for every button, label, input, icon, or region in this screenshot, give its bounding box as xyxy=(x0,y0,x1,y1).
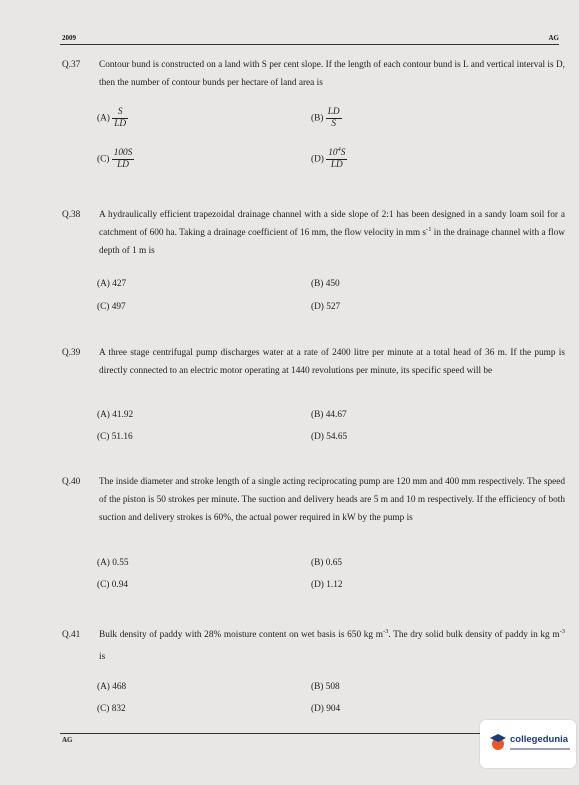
option-c: (C) 51.16 xyxy=(97,432,133,442)
option-b: (B) 0.65 xyxy=(311,558,342,568)
question-40 xyxy=(62,473,565,527)
question-stem: Bulk density of paddy with 28% moisture content on wet basis is 650 kg $m^{-3}$. The dry solid bulk density of paddy in kg $m^{-3}$ is xyxy=(99,627,566,662)
question-number: Q.37 xyxy=(62,60,81,70)
question-39 xyxy=(62,344,565,380)
question-stem: The inside diameter and stroke length of a single acting reciprocating pump are 120 mm and 400 mm respectively. The speed of the piston is 50 strokes per minute. The suction and delivery heads are 5 m and 10 m respectively. If the efficiency of both suction and delivery strokes is 60%, the actual power required in kW by the pump is xyxy=(99,477,565,523)
graduation-cap-icon xyxy=(488,732,508,752)
collegedunia-logo xyxy=(480,720,576,768)
option-c: (C) $\frac{100S}{LD}$ xyxy=(97,148,133,170)
option-c: (C) 0.94 xyxy=(97,580,128,590)
option-b: (B) 44.67 xyxy=(311,410,347,420)
fraction: $\frac{LD}{S}$ xyxy=(327,107,340,129)
option-a: (A) 41.92 xyxy=(97,410,134,420)
question-number: Q.41 xyxy=(62,630,81,640)
logo-text: collegedunia xyxy=(510,734,569,745)
option-c: (C) 832 xyxy=(97,704,126,714)
logo-tagline xyxy=(510,748,570,750)
option-a: (A) 468 xyxy=(97,682,127,692)
question-number: Q.38 xyxy=(62,210,81,220)
paper-code: AG xyxy=(548,34,559,42)
option-b: (B) 450 xyxy=(311,279,340,289)
option-a: (A) 427 xyxy=(97,279,127,289)
page-header xyxy=(62,34,559,44)
option-a: (A) $\frac{S}{LD}$ xyxy=(97,107,127,129)
question-number: Q.39 xyxy=(62,348,81,358)
question-number: Q.40 xyxy=(62,477,81,487)
question-38 xyxy=(62,206,565,260)
question-stem: Contour bund is constructed on a land with S per cent slope. If the length of each contour bund is L and vertical interval is D, then the number of contour bunds per hectare of land area is xyxy=(99,60,565,88)
fraction: $\frac{S}{LD}$ xyxy=(114,107,127,129)
question-stem: A hydraulically efficient trapezoidal drainage channel with a side slope of 2:1 has been designed in a sandy loam soil for a catchment of 600 ha. Taking a drainage coefficient of 16 mm, the flow velocity in mm $s^{-1}$ in the drainage channel with a flow depth of 1 m is xyxy=(99,210,566,256)
question-stem: A three stage centrifugal pump discharges water at a rate of 2400 litre per minute at a total head of 36 m. If the pump is directly connected to an electric motor operating at 1440 revolutions per minute, its specific speed will be xyxy=(99,348,565,376)
exam-year: 2009 xyxy=(62,34,76,42)
option-a: (A) 0.55 xyxy=(97,558,129,568)
option-b: (B) $\frac{LD}{S}$ xyxy=(311,107,340,129)
option-d: (D) 1.12 xyxy=(311,580,343,590)
header-divider xyxy=(60,44,559,45)
question-41 xyxy=(62,624,565,668)
option-d: (D) 904 xyxy=(311,704,341,714)
page-footer: AG xyxy=(62,736,73,744)
option-c: (C) 497 xyxy=(97,302,126,312)
question-37 xyxy=(62,56,565,92)
option-d: (D) 54.65 xyxy=(311,432,348,442)
option-d: (D) 527 xyxy=(311,302,341,312)
option-b: (B) 508 xyxy=(311,682,340,692)
fraction: $\frac{10^4S}{LD}$ xyxy=(328,145,346,170)
option-d: (D) $\frac{10^4S}{LD}$ xyxy=(311,145,346,170)
fraction: $\frac{100S}{LD}$ xyxy=(113,148,133,170)
